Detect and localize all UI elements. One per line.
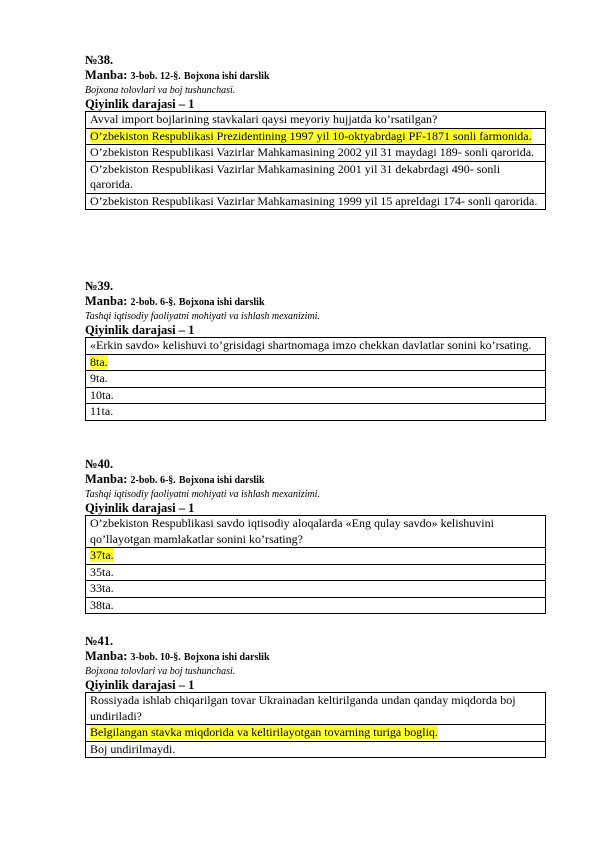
topic-line: Bojxona tolovlari va boj tushunchasi. (85, 666, 236, 677)
question-number: №40. (85, 457, 114, 471)
answer-option: O’zbekiston Respublikasi Vazirlar Mahkamasining 1999 yil 15 apreldagi 174- sonli qarorida. (86, 193, 546, 210)
question-text: Rossiyada ishlab chiqarilgan tovar Ukrainadan keltirilganda undan qanday miqdorda boj undiriladi? (86, 693, 546, 725)
difficulty-level: Qiyinlik darajasi – 1 (85, 97, 195, 111)
source-ref: 2-bob. 6-§. (130, 475, 176, 486)
source-book: Bojxona ishi darslik (178, 297, 265, 308)
source-line (85, 472, 546, 488)
question-table (85, 515, 546, 614)
question-block-40 (85, 457, 546, 614)
source-label: Manba: (85, 68, 128, 82)
difficulty-level: Qiyinlik darajasi – 1 (85, 678, 195, 692)
question-number: №39. (85, 279, 114, 293)
answer-option: 10ta. (86, 387, 546, 404)
difficulty-level: Qiyinlik darajasi – 1 (85, 501, 195, 515)
question-table (85, 111, 546, 210)
answer-option: O’zbekiston Respublikasi Vazirlar Mahkamasining 2001 yil 31 dekabrdagi 490- sonli qarorida. (86, 161, 546, 193)
difficulty-level: Qiyinlik darajasi – 1 (85, 323, 195, 337)
answer-option-correct: Belgilangan stavka miqdorida va keltirilayotgan tovarning turiga bogliq. (86, 725, 546, 742)
answer-option: O’zbekiston Respublikasi Vazirlar Mahkamasining 2002 yil 31 maydagi 189- sonli qarorida. (86, 145, 546, 162)
source-line (85, 649, 546, 665)
question-block-39 (85, 279, 546, 421)
answer-option: 11ta. (86, 404, 546, 421)
answer-option: 9ta. (86, 371, 546, 388)
question-text: Avval import bojlarining stavkalari qaysi meyoriy hujjatda ko’rsatilgan? (86, 112, 546, 129)
question-block-38 (85, 53, 546, 210)
question-text: O’zbekiston Respublikasi savdo iqtisodiy aloqalarda «Eng qulay savdo» kelishuvini qo’llayotgan mamlakatlar sonini ko’rsating? (86, 516, 546, 548)
answer-option-correct: 8ta. (86, 354, 546, 371)
source-label: Manba: (85, 649, 128, 663)
answer-option-correct: 37ta. (86, 548, 546, 565)
source-book: Bojxona ishi darslik (183, 71, 270, 82)
source-ref: 2-bob. 6-§. (130, 297, 176, 308)
source-line (85, 68, 546, 84)
topic-line: Tashqi iqtisodiy faoliyatni mohiyati va ishlash mexanizimi. (85, 489, 320, 500)
source-label: Manba: (85, 472, 128, 486)
question-number: №38. (85, 53, 114, 67)
question-text: «Erkin savdo» kelishuvi to’grisidagi shartnomaga imzo chekkan davlatlar sonini ko’rsating. (86, 338, 546, 355)
source-label: Manba: (85, 294, 128, 308)
source-book: Bojxona ishi darslik (183, 652, 270, 663)
question-table (85, 692, 546, 758)
answer-option: 33ta. (86, 581, 546, 598)
answer-option: 35ta. (86, 564, 546, 581)
question-block-41 (85, 634, 546, 758)
topic-line: Tashqi iqtisodiy faoliyatni mohiyati va ishlash mexanizimi. (85, 311, 320, 322)
source-ref: 3-bob. 10-§. (130, 652, 181, 663)
source-ref: 3-bob. 12-§. (130, 71, 181, 82)
source-line (85, 294, 546, 310)
topic-line: Bojxona tolovlari va boj tushunchasi. (85, 85, 236, 96)
answer-option: Boj undirilmaydi. (86, 741, 546, 758)
answer-option: 38ta. (86, 597, 546, 614)
answer-option-correct: O’zbekiston Respublikasi Prezidentining 1997 yil 10-oktyabrdagi PF-1871 sonli farmonida. (86, 128, 546, 145)
question-table (85, 337, 546, 421)
question-number: №41. (85, 634, 114, 648)
source-book: Bojxona ishi darslik (178, 475, 265, 486)
